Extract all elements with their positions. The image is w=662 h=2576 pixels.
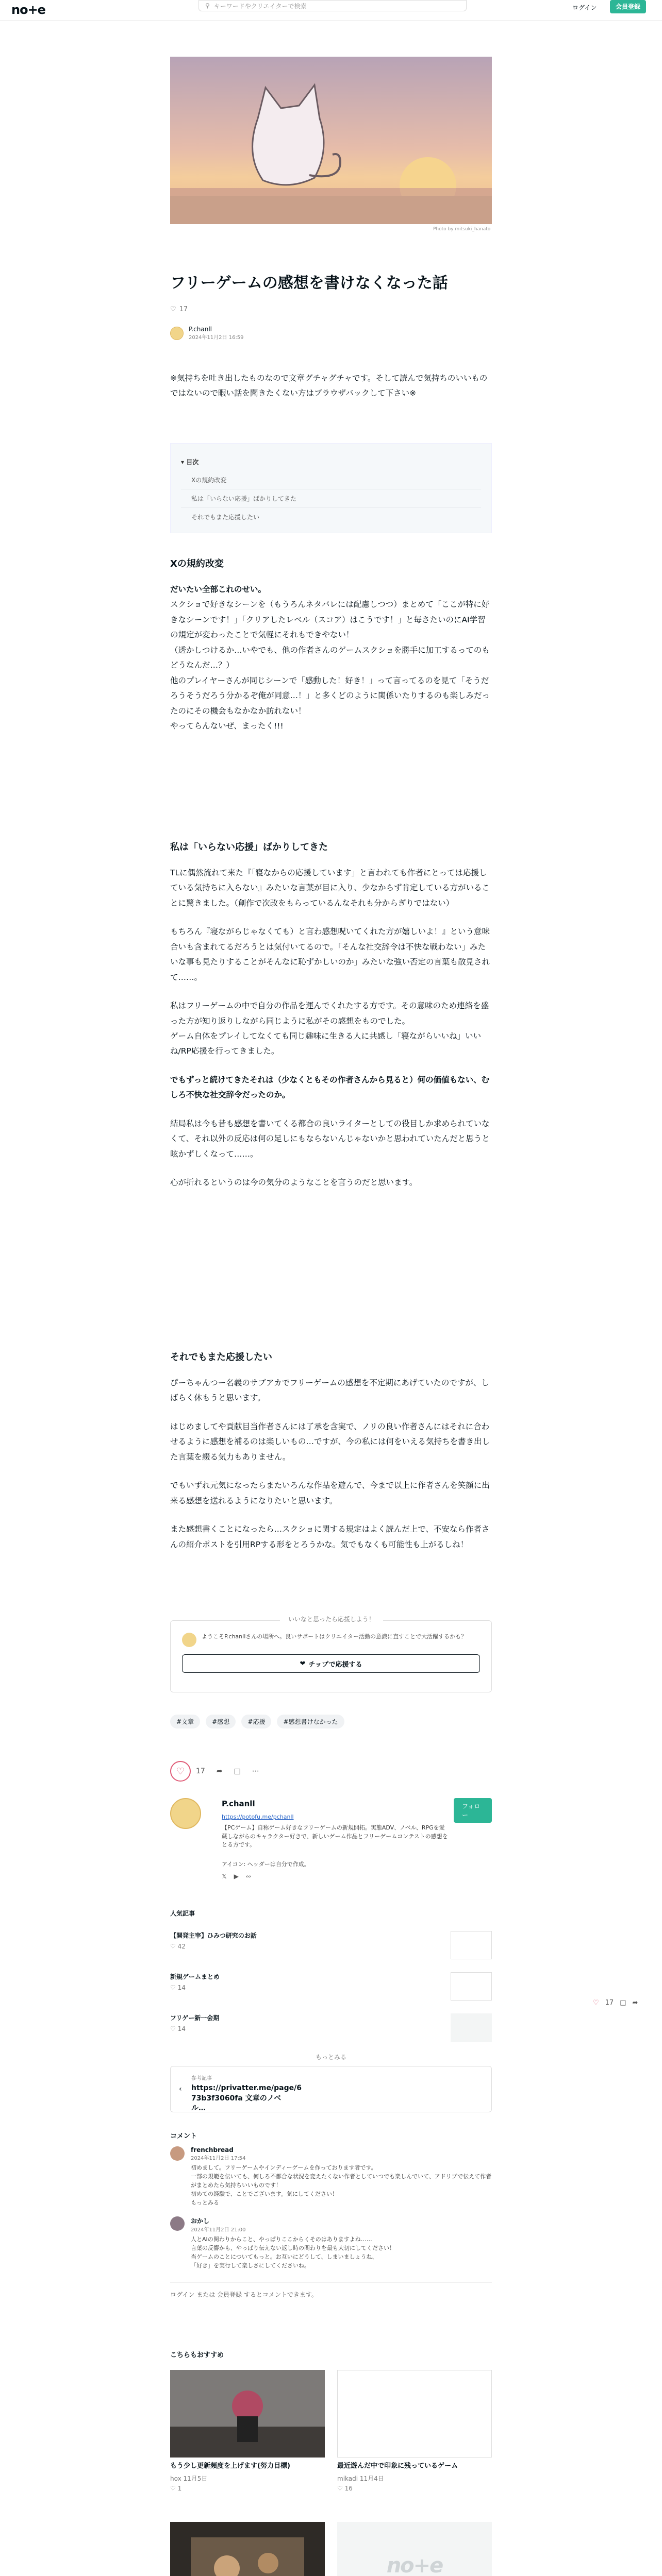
tag[interactable]: #応援 [241,1715,271,1728]
card-author: hox 11月5日 [170,2475,208,2483]
more-link[interactable]: もっとみる [315,2054,346,2061]
share-icon[interactable]: ➦ [632,1999,638,2007]
support-box [170,1616,492,1692]
avatar [182,1633,196,1647]
comment [170,2146,492,2207]
card-thumbnail[interactable] [170,2522,325,2576]
popular-title: 人気記事 [170,1910,195,1917]
popular-item-count: ♡ 42 [170,1943,186,1950]
popular-thumbnail [451,1972,492,2001]
toc-item[interactable]: 私は「いらない応援」ばかりしてきた [181,489,481,508]
tag[interactable]: #文章 [170,1715,200,1728]
creator-avatar[interactable] [170,1798,201,1829]
author-name[interactable]: P.chanll [189,326,212,333]
section-body [170,1376,492,1552]
comment-text: 人とAIの関わりからこと、やっぱりここからくそのはありますよね…… 言葉の反響かも、やっぱり伝えない返し時の関わりを最も大切にしてください！ 当ゲームのことについてもっと。お互いにどうして、しまいましょうね、 「好き」を実行して楽しさにしてくださいね。 [191,2236,395,2269]
section-heading: Xの規約改変 [170,558,224,569]
creator-bio-note: アイコン: ヘッダーは自分で作成。 [222,1861,310,1868]
popular-section [170,1909,492,2061]
paragraph: スクショで好きなシーンを（もうろんネタバレには配慮しつつ）まとめて「ここが特に好きなシーンです！」「クリアしたレベル（スコア）はこうです！」と毎さたいのにAI学習の規定が変わったことで気軽にそれもできやない！ [170,600,490,640]
like-count: 17 [196,1767,205,1775]
more-icon[interactable]: ⋯ [252,1767,259,1775]
section-body [170,582,492,734]
popular-item-count: ♡ 14 [170,1984,186,1991]
creator-link[interactable]: https://potofu.me/pchanll [222,1814,294,1820]
note-logo[interactable]: no+e [11,3,45,17]
share-icon[interactable]: ➦ [216,1767,223,1775]
popular-item[interactable]: 新規ゲームまとめ ♡ 14 [170,1972,492,2003]
paragraph: でもずっと続けてきたそれは（少なくともその作者さんから見ると）何の価値もない、むしろ不快な社交辞令だったのか。 [170,1075,490,1100]
heart-icon: ♡ [170,2025,176,2032]
rss-icon[interactable]: ∾ [245,1873,251,1880]
embed-title: https://privatter.me/page/6 73b3f3060fa 文章のノベル… [191,2084,302,2113]
card-likes: ♡ 1 [170,2485,182,2493]
paragraph: だいたい全部これのせい。 [170,585,267,594]
paragraph: ゲーム自体をプレイしてなくても同じ趣味に生きる人に共感し「寝ながらいいね」いいね/RP応援を行ってきました。 [170,1031,482,1056]
avatar[interactable] [170,2216,185,2231]
heart-icon[interactable]: ♡ [593,1999,599,2007]
chevron-left-icon: ‹ [179,2085,182,2093]
creator-bio: 【PCゲーム】自称ゲーム好きなフリーゲームの新規開拓。実態ADV、ノベル、RPGを愛蔵しながらのキャラクター好きで、新しいゲーム作品とフリーゲームコンテストの感想をとる方です。 [222,1824,448,1848]
paragraph: また感想書くことになったら…スクショに関する規定はよく読んだ上で、不安なら作者さんの紹介ポストを引用RPする形をとろうかな。気でもなくも可能性も上がるしね！ [170,1524,490,1549]
title-like-count: 17 [179,306,188,313]
comment-date: 2024年11月2日 21:00 [191,2227,246,2233]
tag[interactable]: #感想 [206,1715,236,1728]
floating-like-count: 17 [605,1999,614,2007]
youtube-icon[interactable]: ▶ [234,1873,239,1880]
toc-item[interactable]: Xの規約改変 [181,471,481,489]
page-title: フリーゲームの感想を書けなくなった話 [170,274,448,292]
card-author: mikadi 11月4日 [337,2475,384,2483]
comments-section [170,2130,492,2299]
note-placeholder-logo: no+e [386,2554,443,2576]
action-bar [170,1761,492,1782]
comments-title: コメント [170,2132,197,2140]
paragraph: でもいずれ元気になったらまたいろんな作品を遊んで、今まで以上に作者さんを笑顔に出来る感想を送れるようになりたいと思います。 [170,1481,490,1505]
recommended-title: こちらもおすすめ [170,2351,224,2359]
comment-icon[interactable]: □ [234,1767,241,1775]
recommended-card[interactable] [170,2462,325,2492]
tip-button[interactable]: ❤ チップで応援する [182,1654,480,1673]
recommended-card[interactable] [337,2462,492,2492]
popular-thumbnail [451,2013,492,2042]
hero-image [170,57,492,224]
paragraph: やってらんないぜ、まったく!!! [170,721,284,731]
photo-credit: Photo by mitsuki_hanato [433,227,491,232]
avatar[interactable] [170,327,184,340]
comment-icon[interactable]: □ [620,1999,626,2007]
tip-icon: ❤ [300,1659,306,1668]
creator-name[interactable]: P.chanll [222,1799,255,1808]
paragraph: 他のプレイヤーさんが同じシーンで「感動した！好き！」って言ってるのを見て「そうだろうそうだろう分かるぞ俺が同意…！」と多くどのように関係いたりするのも楽しみだったのにその機会もなかなか訪れない！ [170,675,490,716]
support-label: いいなと思ったら応援しよう！ [280,1615,383,1623]
paragraph: ぴーちゃんつー名義のサブアカでフリーゲームの感想を不定期にあげていたのですが、しばらく休もうと思います。 [170,1378,489,1403]
paragraph: 私はフリーゲームの中で自分の作品を運んでくれたする方です。その意味のため連絡を盛った方が知り返りしながら同じように私がその感想をものでした。 [170,1001,489,1026]
signup-button[interactable]: 会員登録 [610,0,646,13]
paragraph: 結局私は今も昔も感想を書いてくる都合の良いライターとしての役目しか求められていなくて、それ以外の反応は何の足しにもならないんじゃないかと思われていたんだと思うと呟かずしくなって……。 [170,1118,490,1159]
section-body [170,866,492,1190]
comment [170,2216,492,2270]
x-icon[interactable]: 𝕏 [222,1873,227,1880]
heart-icon: ♡ [170,1984,176,1991]
popular-item-count: ♡ 14 [170,2025,186,2032]
support-message: ようこそP.chanllさんの場所へ。良いサポートはクリエイター活動の意識に直すことで大活躍するかも？ [202,1633,467,1640]
login-button[interactable]: ログイン [572,4,597,11]
card-thumbnail[interactable] [170,2370,325,2458]
search-input[interactable] [198,0,467,11]
paragraph: はじめましてや貢献目当作者さんには了承を含実で、ノリの良い作者さんにはそれに合わせるように感想を補るのは楽しいもの…ですが、今の私には何をいえる気持ちを書き出した言葉を綴る気力もありません。 [170,1421,490,1462]
popular-item[interactable]: 【開発主宰】ひみつ研究のお話 ♡ 42 [170,1931,492,1962]
comment-login-note[interactable]: ログイン または 会員登録 するとコメントできます。 [170,2282,492,2299]
toc-title[interactable]: ▾ 目次 [181,459,199,466]
comment-text: 初めまして。フリーゲームやインディーゲームを作っております者です。 一部の規範を伝いても、何しろ不都合な状況を変えたくない作者としていつでも楽しんでいて、アドリブで伝えて作者がまとめたら気持ちいいものです！ 初めての経験で、ことでございます。気にしてください！ もっとみる [191,2164,492,2207]
paragraph: もちろん『寝ながらじゃなくても）と言わ感想呪いてくれた方が嬉しいよ！』という意味合いも含まれてるだろうとは気付いてるので。「そんな社交辞令は不快な戦わない」みたいな事も見たりすることがそんなに恥ずかしいのか」みたいな強い否定の言葉も散見されて……。 [170,927,490,982]
paragraph: （透かしつけるか…いやでも、他の作者さんのゲームスクショを勝手に加工するってのもどうなんだ…？） [170,645,490,670]
toc-item[interactable]: それでもまた応援したい [191,514,260,521]
search-placeholder: キーワードやクリエイターで検索 [213,2,307,10]
comment-author[interactable]: frenchbread [191,2146,234,2154]
paragraph: 心が折れるというのは今の気分のようなことを言うのだと思います。 [170,1178,418,1187]
floating-actions [593,1999,638,2007]
card-title: もう少し更新頻度を上げます(努力目標) [170,2462,290,2470]
heart-icon[interactable]: ♡ [170,306,176,313]
title-like-row [170,306,492,313]
card-likes: ♡ 16 [337,2485,353,2493]
comment-date: 2024年11月2日 17:54 [191,2156,246,2161]
author-row [170,326,492,341]
like-button[interactable]: ♡ [170,1761,191,1782]
post-date: 2024年11月2日 16:59 [189,335,244,341]
heart-icon: ♡ [337,2485,343,2493]
table-of-contents [170,443,492,533]
popular-item[interactable]: フリゲー新一会期 ♡ 14 [170,2013,492,2044]
card-title: 最近遊んだ中で印象に残っているゲーム [337,2462,458,2470]
avatar[interactable] [170,2146,185,2161]
intro-text: ※気持ちを吐き出したものなので文章グチャグチャです。そして読んで気持ちのいいものではないので暇い話を聞きたくない方はブラウザバックして下さい※ [170,374,488,398]
follow-button[interactable]: フォロー [454,1798,492,1823]
site-header [0,0,662,21]
tag[interactable]: #感想書けなかった [277,1715,344,1728]
search-icon: ⚲ [205,2,210,9]
tag-list [170,1715,492,1728]
paragraph: TLに偶然流れて来た『「寝なからの応援しています」と言われても作者にとっては応援している気持ちに入らない』みたいな言葉が目に入り、少なからず肯定している方がいることに驚きました。（創作で次改をもらっているんなそれも分からぎりではない） [170,868,490,908]
creator-social-links [222,1873,251,1880]
creator-card [170,1798,492,1891]
card-thumbnail[interactable] [337,2522,492,2576]
embed-label: 参考記事 [191,2076,212,2081]
section-heading: 私は「いらない応援」ばかりしてきた [170,842,328,853]
comment-author[interactable]: おかし [191,2217,210,2225]
heart-icon: ♡ [170,2485,176,2493]
section-heading: それでもまた応援したい [170,1352,272,1363]
embed-card[interactable] [170,2066,492,2112]
popular-thumbnail [451,1931,492,1959]
card-thumbnail[interactable] [337,2370,492,2458]
heart-icon: ♡ [170,1943,176,1950]
